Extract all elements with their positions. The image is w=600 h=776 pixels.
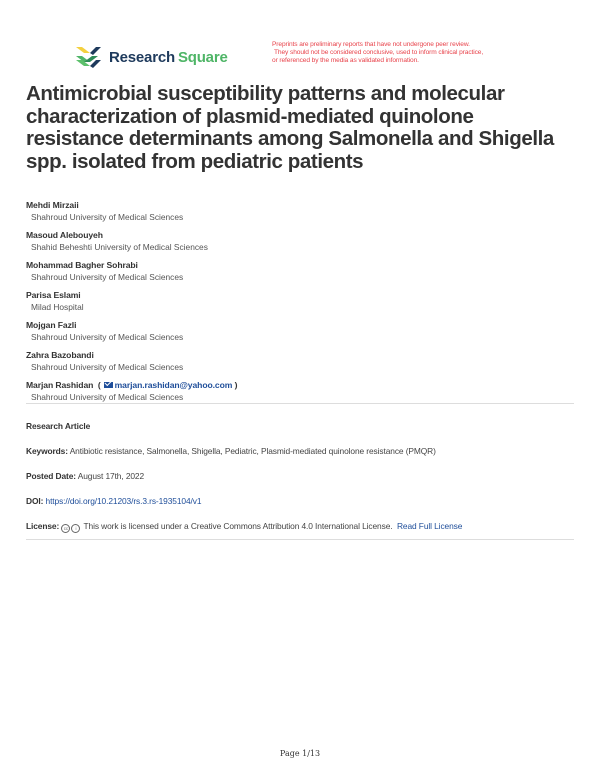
author-name[interactable]: Parisa Eslami: [26, 290, 81, 300]
author-item: [26, 259, 426, 289]
header: [74, 41, 554, 80]
divider: [26, 539, 574, 540]
author-name[interactable]: Zahra Bazobandi: [26, 350, 94, 360]
author-item: [26, 199, 426, 229]
author-item: [26, 319, 426, 349]
posted-date: Posted Date: August 17th, 2022: [26, 471, 145, 481]
doi: DOI: https://doi.org/10.21203/rs.3.rs-1935104/v1: [26, 496, 202, 506]
preprint-notice: Preprints are preliminary reports that have not undergone peer review. They should not be considered conclusive, used to inform clinical practice, or referenced by the media as validated information.: [272, 41, 484, 64]
author-list: [26, 199, 426, 409]
paper-title: Antimicrobial susceptibility patterns and molecular characterization of plasmid-mediated quinolone resistance determinants among Salmonella and Shigella spp. isolated from pediatric patients: [26, 82, 554, 173]
author-name[interactable]: Marjan Rashidan: [26, 380, 94, 390]
page-number: Page 1/13: [279, 749, 321, 758]
author-item: [26, 229, 426, 259]
author-item: [26, 349, 426, 379]
author-name[interactable]: Mohammad Bagher Sohrabi: [26, 260, 138, 270]
author-email-link[interactable]: marjan.rashidan@yahoo.com: [114, 380, 233, 390]
article-type: Research Article: [26, 421, 91, 431]
divider: [26, 403, 574, 404]
author-affiliation: Shahroud University of Medical Sciences: [31, 332, 184, 342]
license: License: cc i This work is licensed under a Creative Commons Attribution 4.0 International License. Read Full License: [26, 521, 463, 531]
keywords: Keywords: Antibiotic resistance, Salmonella, Shigella, Pediatric, Plasmid-mediated quinolone resistance (PMQR): [26, 446, 436, 456]
research-square-logo[interactable]: [74, 44, 228, 70]
mail-icon: [104, 382, 113, 388]
author-item: [26, 289, 426, 319]
brand-name: Research Square: [109, 48, 228, 66]
author-affiliation: Shahroud University of Medical Sciences: [31, 272, 184, 282]
author-name[interactable]: Mojgan Fazli: [26, 320, 77, 330]
doi-link[interactable]: https://doi.org/10.21203/rs.3.rs-1935104/v1: [45, 496, 202, 506]
author-affiliation: Shahroud University of Medical Sciences: [31, 392, 184, 402]
author-affiliation: Shahroud University of Medical Sciences: [31, 362, 184, 372]
author-affiliation: Shahroud University of Medical Sciences: [31, 212, 184, 222]
research-square-logo-icon: [74, 44, 102, 70]
author-item: [26, 379, 426, 409]
author-affiliation: Shahid Beheshti University of Medical Sciences: [31, 242, 208, 252]
author-name[interactable]: Mehdi Mirzaii: [26, 200, 79, 210]
author-name[interactable]: Masoud Alebouyeh: [26, 230, 103, 240]
cc-icon: cc: [61, 524, 70, 533]
author-affiliation: Milad Hospital: [31, 302, 84, 312]
attribution-icon: i: [71, 524, 80, 533]
corresponding-author: Marjan Rashidan ( marjan.rashidan@yahoo.com ): [26, 380, 238, 390]
read-full-license-link[interactable]: Read Full License: [396, 521, 463, 531]
